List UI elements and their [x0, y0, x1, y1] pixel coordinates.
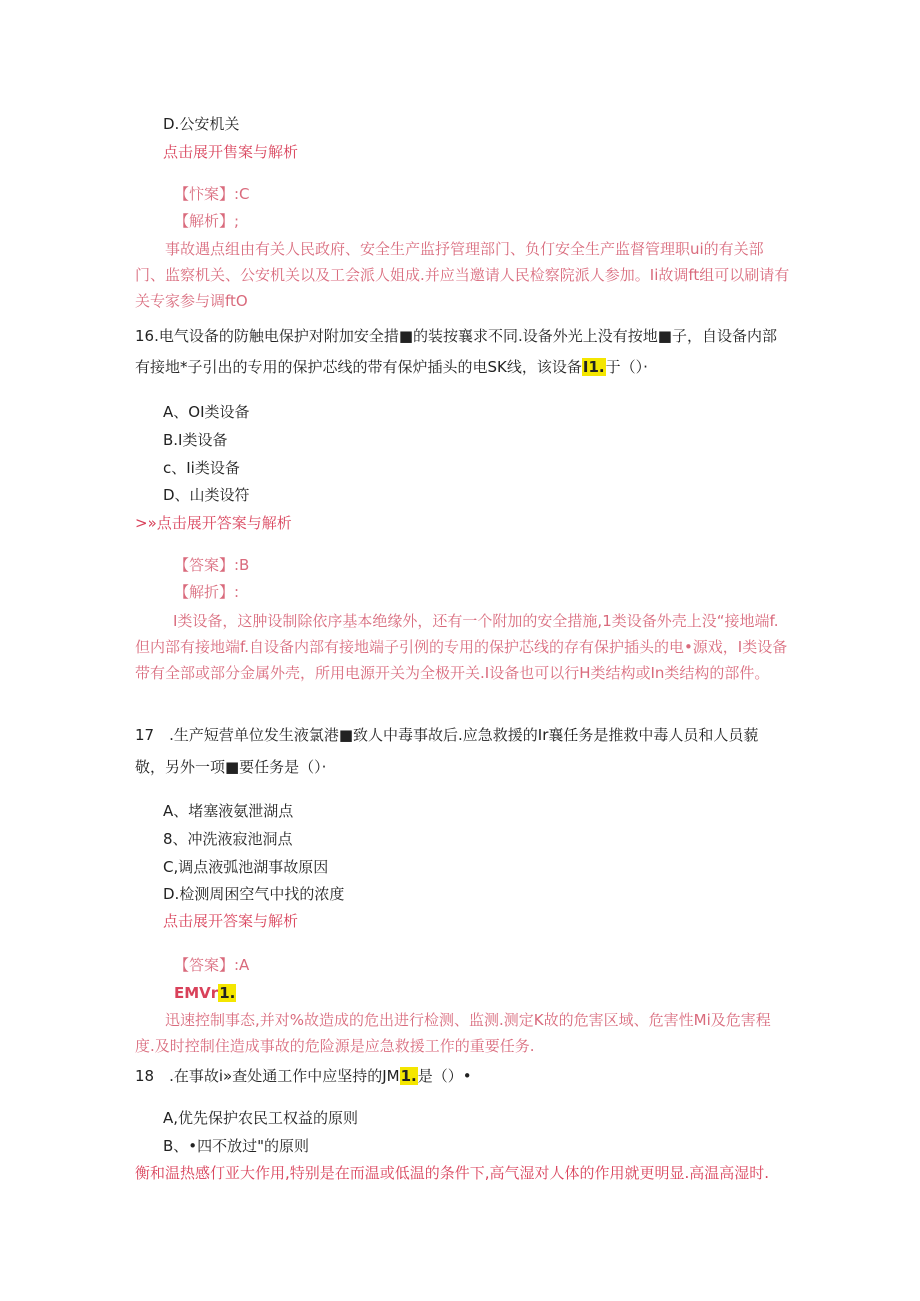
q17-explanation: 迅速控制事态,并对%故造成的危出进行检测、监测.测定K故的危害区域、危害性Mi及危害程度.及时控制住造成事故的危险源是应急救援工作的重要任务. [135, 1011, 771, 1055]
q16-option-d: D、山类设符 [163, 486, 250, 504]
q16-option-a: A、OI类设备 [163, 403, 250, 421]
q15-explanation: 事故遇点组由有关人民政府、安全生产监抒管理部门、负仃安全生产监督管理职ui的有关部门、监察机关、公安机关以及工会派人姐成.并应当邀请人民检察院派人参加。Ii故调ft组可以刷请有关专家参与调ftO [135, 240, 790, 310]
q15-analysis-label: 【解析】; [174, 212, 240, 230]
q17-option-c: C,调点液弧池湖事故原因 [163, 858, 329, 876]
footer-text-line: 衡和温热感仃亚大作用,特别是在而温或低温的条件下,高气湿对人体的作用就更明显.高温高湿时. [135, 1164, 770, 1182]
q15-expand-answer-link[interactable]: 点击展开售案与解析 [163, 143, 299, 161]
q16-stem-tail: 于（）· [605, 358, 648, 376]
q17-stem-line1: 17 .生产短营单位发生液氯港■致人中毒事故后.应急救援的Ir襄任务是推救中毒人员和人员藐 [135, 726, 759, 744]
q16-stem-line1: 16.电气设备的防触电保护对附加安全措■的装按襄求不同.设备外光上没有按地■子，自设备内部 [135, 327, 777, 345]
q17-analysis-label [174, 983, 236, 1003]
q16-analysis-label: 【解折】: [174, 583, 240, 601]
q17-option-d: D.检测周困空气中找的浓度 [163, 885, 345, 903]
q16-explanation: I类设备，这肿设制除依序基本绝缘外，还有一个附加的安全措施,1类设备外壳上没“接地端f.但内部有接地端f.自设备内部有接地端子引例的专用的保护芯线的存有保护插头的电•源戏，I类设备带有全部或部分金属外壳，所用电源开关为全极开关.I设备也可以行H类结构或In类结构的部件。 [135, 612, 788, 682]
q16-option-b: B.I类设备 [163, 431, 228, 449]
q18-highlight: 1. [400, 1067, 417, 1085]
q18-stem-text: 18 .在事故i»查处通工作中应坚持的JM [135, 1067, 400, 1085]
q17-answer: 【答案】:A [174, 956, 250, 974]
q18-stem [135, 1066, 472, 1086]
q17-stem-line2: 敬，另外一项■要任务是（）· [135, 758, 327, 776]
q17-analysis-label-text: EMVr [174, 984, 219, 1002]
q17-option-a: A、堵塞液氨泄湖点 [163, 802, 294, 820]
q16-stem-text: 有接地*子引出的专用的保护芯线的带有保炉插头的电SK线，该设备 [135, 358, 582, 376]
q16-stem-line2 [135, 357, 648, 377]
q16-highlight: I1. [582, 358, 605, 376]
q16-option-c: c、Ii类设备 [163, 459, 240, 477]
q18-stem-tail: 是（）• [417, 1067, 472, 1085]
q18-option-b: B、•四不放过"的原则 [163, 1137, 310, 1155]
q15-option-d: D.公安机关 [163, 115, 240, 133]
q15-answer: 【忭案】:C [174, 185, 250, 203]
q17-expand-answer-link[interactable]: 点击展开答案与解析 [163, 912, 299, 930]
q18-option-a: A,优先保护农民工权益的原则 [163, 1109, 359, 1127]
q16-answer: 【答案】:B [174, 556, 250, 574]
q16-expand-answer-link[interactable]: >»点击展开答案与解析 [135, 514, 292, 532]
q17-option-b: 8、冲洗液寂池洞点 [163, 830, 293, 848]
q17-highlight: 1. [219, 984, 236, 1002]
